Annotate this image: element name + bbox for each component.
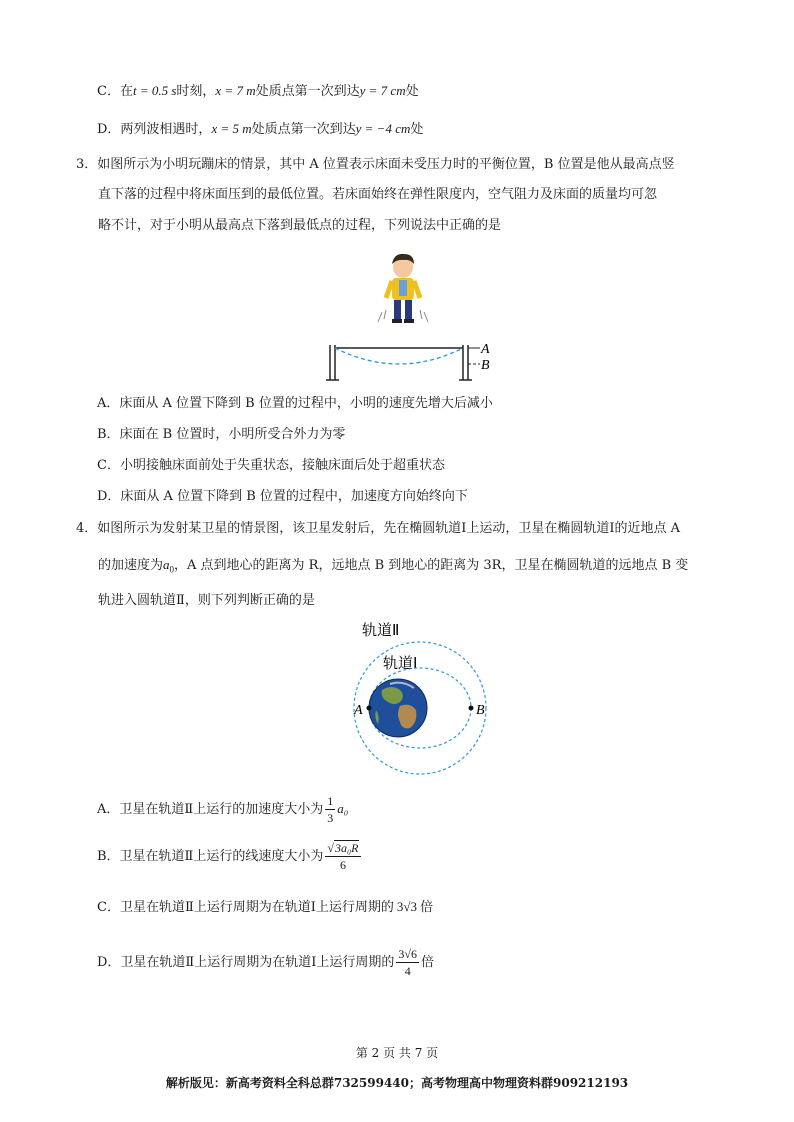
q3-option-b: B．床面在 B 位置时，小明所受合外力为零: [97, 427, 346, 442]
q2-option-c: C．在t = 0.5 s时刻，x = 7 m处质点第一次到达y = 7 cm处: [97, 83, 419, 99]
page-number: 第 2 页 共 7 页: [355, 1046, 439, 1060]
q3-stem-line-3: 略不计，对于小明从最高点下落到最低点的过程，下列说法中正确的是: [98, 218, 502, 233]
q3-stem-line-1: 3．如图所示为小明玩蹦床的情景，其中 A 位置表示床面未受压力时的平衡位置，B 位置是他从最高点竖: [76, 157, 675, 172]
q3-option-a: A．床面从 A 位置下降到 B 位置的过程中，小明的速度先增大后减小: [97, 396, 493, 411]
boy-illustration: [378, 254, 428, 323]
q4-stem-line-2: 的加速度为$a_0$，A 点到地心的距离为 R，远地点 B 到地心的距离为 3R，卫星在椭圆轨道的远地点 B 变: [98, 557, 689, 575]
orbit-1-label: 轨道Ⅰ: [383, 654, 418, 672]
q3-stem-line-2: 直下落的过程中将床面压到的最低位置。若床面始终在弹性限度内，空气阻力及床面的质量均可忽: [98, 187, 658, 202]
q4-option-d: D．卫星在轨道Ⅱ上运行周期为在轨道Ⅰ上运行周期的 $\frac{3√6}{4}$ 倍: [97, 947, 435, 978]
label-b: B: [481, 358, 490, 373]
orbit-figure: [340, 618, 500, 776]
q3-option-d: D．床面从 A 位置下降到 B 位置的过程中，加速度方向始终向下: [97, 489, 468, 504]
point-b-label: B: [476, 703, 485, 718]
q2-option-d: D．两列波相遇时，x = 5 m处质点第一次到达y = −4 cm处: [97, 121, 424, 137]
earth-image: [369, 679, 427, 737]
q4-option-a: A．卫星在轨道Ⅱ上运行的加速度大小为 $\frac{1}{3}$ a₀: [97, 794, 349, 825]
trampoline-figure: [320, 250, 500, 382]
point-a-label: A: [354, 703, 363, 718]
q4-stem-line-3: 轨进入圆轨道Ⅱ，则下列判断正确的是: [98, 593, 315, 608]
q4-stem-line-1: 4．如图所示为发射某卫星的情景图，该卫星发射后，先在椭圆轨道Ⅰ上运动，卫星在椭圆轨道Ⅰ的近地点 A: [76, 521, 681, 536]
label-a: A: [481, 342, 490, 357]
point-a-dot: [367, 706, 372, 711]
orbit-2-label: 轨道Ⅱ: [362, 621, 400, 639]
point-b-dot: [469, 706, 474, 711]
q4-option-c: C．卫星在轨道Ⅱ上运行周期为在轨道Ⅰ上运行周期的 3√3 倍: [97, 899, 434, 915]
q4-option-b: B．卫星在轨道Ⅱ上运行的线速度大小为 $\frac{\text{√3a₀R}}{6}$: [97, 841, 359, 872]
q3-option-c: C．小明接触床面前处于失重状态，接触床面后处于超重状态: [97, 458, 445, 473]
footer-note: 解析版见：新高考资料全科总群732599440；高考物理高中物理资料群909212193: [165, 1076, 629, 1090]
